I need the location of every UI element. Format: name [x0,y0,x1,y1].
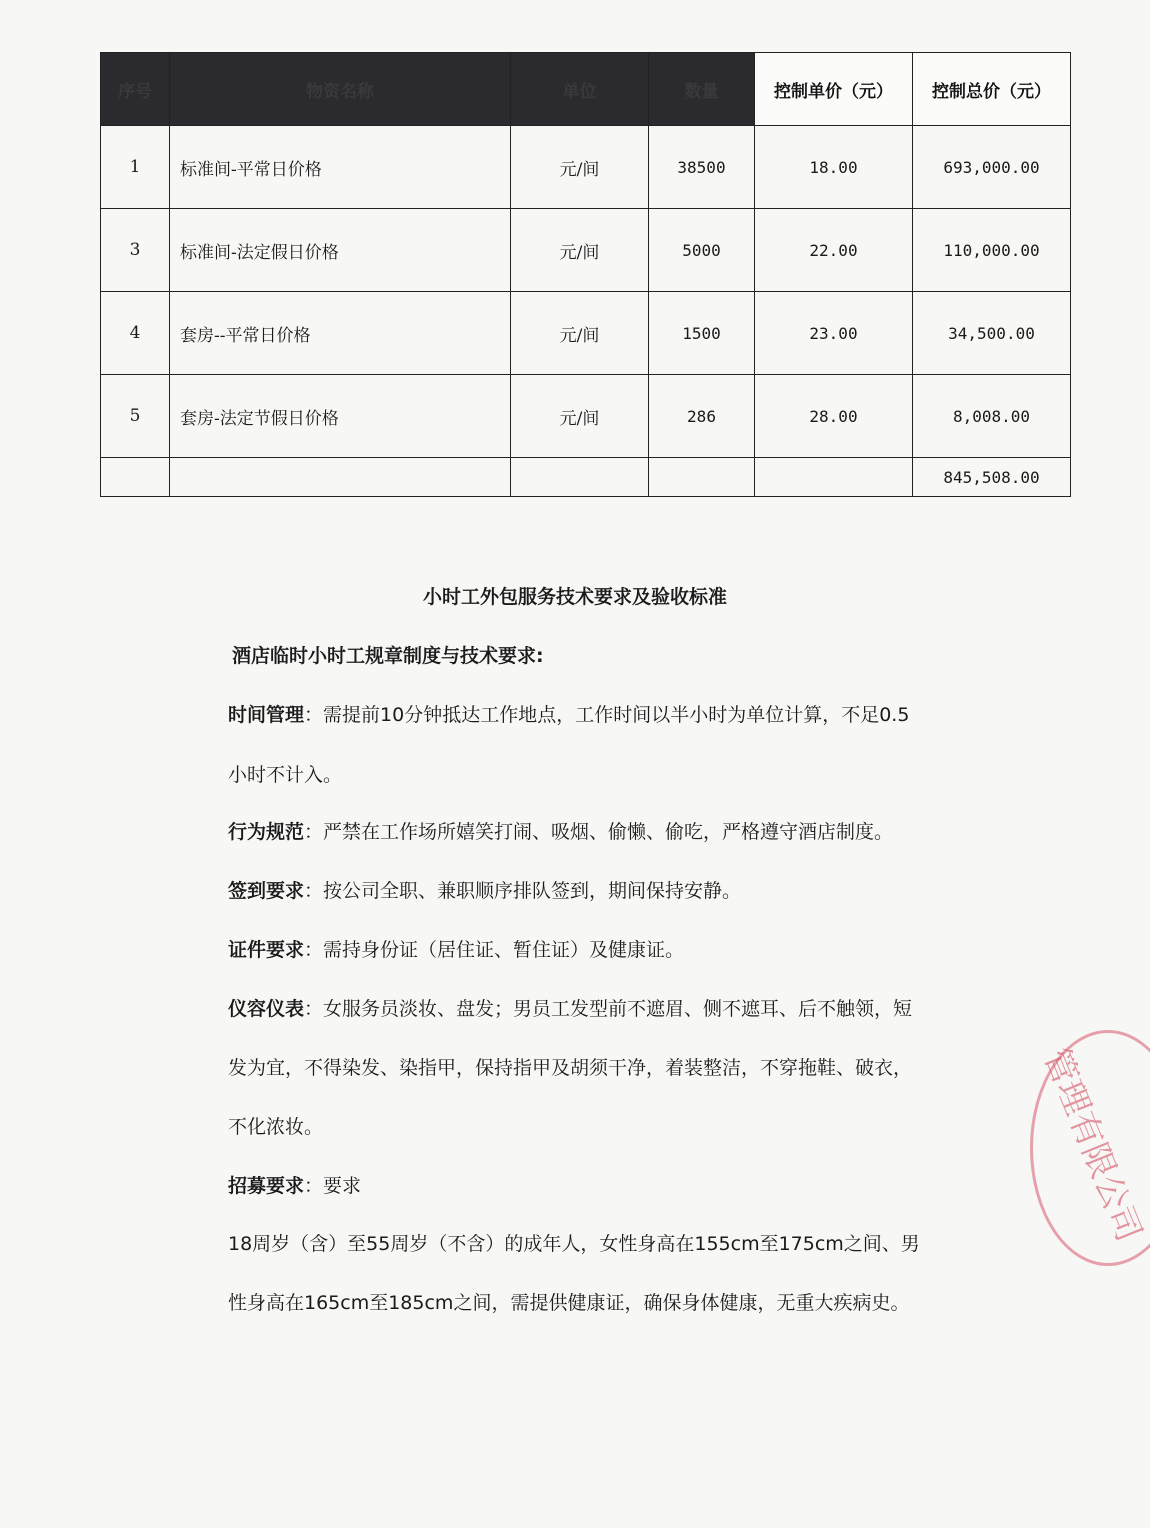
header-index: 序号 [101,53,170,126]
section-title: 小时工外包服务技术要求及验收标准 [422,586,727,608]
row-total-price: 34,500.00 [913,292,1071,375]
table-row [101,209,1071,292]
appearance-text: ：女服务员淡妆、盘发；男员工发型前不遮眉、侧不遮耳、后不触领，短 [304,998,913,1020]
row-unit-price: 22.00 [755,209,913,292]
row-unit: 元/间 [511,209,649,292]
row-item-name: 套房-法定节假日价格 [170,375,511,458]
appearance-line3: 不化浓妆。 [228,1116,324,1138]
row-item-name: 标准间-平常日价格 [170,126,511,209]
time-management-label: 时间管理 [228,704,305,726]
total-empty-cell [170,458,511,497]
behavior-label: 行为规范 [228,821,305,843]
row-total-price: 693,000.00 [913,126,1071,209]
row-quantity: 1500 [649,292,755,375]
header-unit-price: 控制单价（元） [755,53,913,126]
total-empty-cell [101,458,170,497]
header-item-name: 物资名称 [170,53,511,126]
total-empty-cell [649,458,755,497]
signin-text: ：按公司全职、兼职顺序排队签到，期间保持安静。 [304,880,742,902]
table-header-row [101,53,1071,126]
behavior-text: ：严禁在工作场所嬉笑打闹、吸烟、偷懒、偷吃，严格遵守酒店制度。 [304,821,894,843]
row-unit-price: 23.00 [755,292,913,375]
row-total-price: 110,000.00 [913,209,1071,292]
row-unit: 元/间 [511,375,649,458]
table-row [101,292,1071,375]
row-index: 4 [101,292,170,375]
table-total-row [101,458,1071,497]
behavior-line [228,817,893,844]
recruit-text: ：要求 [304,1175,362,1197]
row-total-price: 8,008.00 [913,375,1071,458]
grand-total: 845,508.00 [913,458,1071,497]
row-unit: 元/间 [511,126,649,209]
appearance-line2: 发为宜，不得染发、染指甲，保持指甲及胡须干净，着装整洁，不穿拖鞋、破衣， [228,1057,913,1079]
appearance-line1 [228,994,912,1021]
recruit-label: 招募要求 [228,1175,305,1197]
row-quantity: 38500 [649,126,755,209]
time-management-text: ：需提前10分钟抵达工作地点，工作时间以半小时为单位计算，不足0.5 [304,704,910,726]
row-index: 1 [101,126,170,209]
id-text: ：需持身份证（居住证、暂住证）及健康证。 [304,939,685,961]
signin-label: 签到要求 [228,880,305,902]
header-total-price: 控制总价（元） [913,53,1071,126]
price-table [100,52,1071,497]
company-seal-text: 管理有限公司 [1035,1042,1150,1248]
id-line [228,935,684,962]
row-item-name: 标准间-法定假日价格 [170,209,511,292]
time-management-line2: 小时不计入。 [228,764,343,786]
header-quantity: 数量 [649,53,755,126]
recruit-line [228,1171,361,1198]
recruit-line2: 性身高在165cm至185cm之间，需提供健康证，确保身体健康，无重大疾病史。 [228,1292,910,1314]
time-management-line1 [228,700,909,727]
row-quantity: 286 [649,375,755,458]
header-unit: 单位 [511,53,649,126]
row-index: 3 [101,209,170,292]
row-unit-price: 18.00 [755,126,913,209]
row-unit-price: 28.00 [755,375,913,458]
row-index: 5 [101,375,170,458]
table-row [101,375,1071,458]
recruit-line1: 18周岁（含）至55周岁（不含）的成年人，女性身高在155cm至175cm之间、男 [228,1233,920,1255]
id-label: 证件要求 [228,939,305,961]
total-empty-cell [511,458,649,497]
total-empty-cell [755,458,913,497]
row-quantity: 5000 [649,209,755,292]
appearance-label: 仪容仪表 [228,998,305,1020]
row-unit: 元/间 [511,292,649,375]
signin-line [228,876,741,903]
section-subtitle: 酒店临时小时工规章制度与技术要求: [232,645,544,667]
row-item-name: 套房--平常日价格 [170,292,511,375]
table-row [101,126,1071,209]
